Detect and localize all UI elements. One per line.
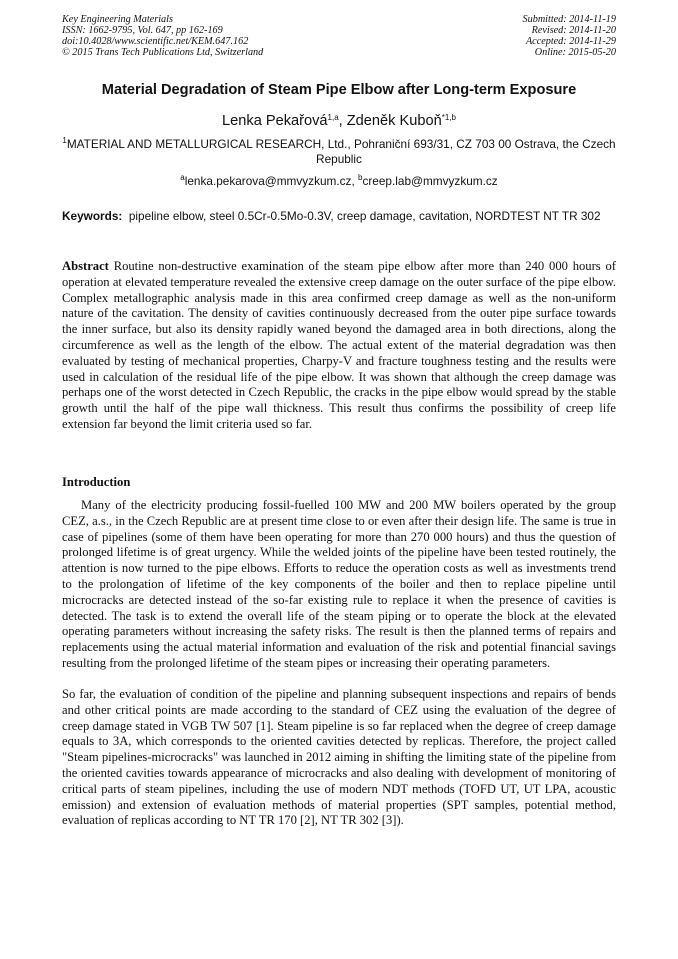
author-name: Lenka Pekařová	[222, 113, 328, 129]
author-list	[62, 113, 616, 129]
keywords-text: pipeline elbow, steel 0.5Cr-0.5Mo-0.3V, creep damage, cavitation, NORDTEST NT TR 302	[128, 209, 601, 223]
abstract-label: Abstract	[62, 259, 109, 273]
affiliation-mark: 1	[62, 136, 67, 145]
date-revised: Revised: 2014-11-20	[531, 25, 616, 36]
introduction-paragraph: Many of the electricity producing fossil-fuelled 100 MW and 200 MW boilers operated by the group CEZ, a.s., in the Czech Republic are at present time close to or even after their design life. The same is true in case of pipelines (some of them have been operating for more than 270 000 hours) and thus the question of prolonged lifetime is of great urgency. While the welded joints of the pipeline have been tested routinely, the attention is now turned to the pipe elbows. Efforts to reduce the operation costs as well as investments trend to the prolongation of lifetime of the key components of the boiler and then to replace pipeline until microcracks are detected instead of the so-far existing rule to replace it when the presence of cavities is detected. The task is to extend the overall life of the steam piping or to operate the block at the elevated operating parameters without increasing the safety risks. The result is then the planned terms of repairs and replacements using the actual material information and evaluation of the risk and potential financial savings resulting from the prolonged lifetime of the steam pipes or increasing their operating parameters.	[62, 498, 616, 670]
introduction-paragraph: So far, the evaluation of condition of the pipeline and planning subsequent inspections and repairs of bends and other critical points are made according to the standard of CEZ using the evaluation of the degree of creep damage stated in VGB TW 507 [1]. Steam pipeline is so far replaced when the degree of creep damage equals to 3A, which corresponds to the oriented cavities detected by replicas. Therefore, the project called "Steam pipelines-microcracks" was launched in 2012 aiming in shifting the limiting state of the pipeline from the oriented cavities towards appearance of microcracks and also dealing with development of monitoring of critical parts of steam pipelines, including the use of modern NDT methods (TOFD UT, UT LPA, acoustic emission) and extension of evaluation methods of material properties (SPT samples, potential method, evaluation of replicas according to NT TR 170 [2], NT TR 302 [3]).	[62, 687, 616, 828]
copyright: © 2015 Trans Tech Publications Ltd, Switzerland	[62, 47, 264, 58]
email-link[interactable]: creep.lab@mmvyzkum.cz	[362, 174, 498, 188]
issn-volume: ISSN: 1662-9795, Vol. 647, pp 162-169	[62, 25, 223, 36]
email-separator: ,	[351, 174, 359, 188]
author-affiliation-mark: *1,b	[441, 113, 456, 122]
abstract-text: Routine non-destructive examination of the steam pipe elbow after more than 240 000 hours of operation at elevated temperature revealed the extensive creep damage on the outer surface of the pipe elbow. Complex metallographic analysis made in this area confirmed creep damage as well as the non-uniform nature of the cavitation. The density of cavities continuously decreased from the outer pipe surface towards the inner surface, but also its density rapidly waned beyond the damaged area in both directions, along the circumference as well as the length of the elbow. The actual extent of the material degradation was then evaluated by testing of mechanical properties, Charpy-V and fracture toughness testing and the results were used in calculation of the residual life of the pipe elbow. It was shown that although the creep damage was perhaps one of the worst detected in Czech Republic, the cracks in the pipe elbow would spread by the stable growth until the half of the pipe wall thickness. This result thus confirms the possibility of creep life extension far beyond the limit criteria used so far.	[62, 259, 616, 431]
publication-dates	[523, 14, 616, 58]
section-heading-introduction: Introduction	[62, 475, 131, 489]
author-separator: ,	[338, 113, 347, 129]
email-mark: b	[358, 173, 363, 182]
email-mark: a	[180, 173, 185, 182]
journal-info	[62, 14, 263, 58]
paper-title: Material Degradation of Steam Pipe Elbow after Long-term Exposure	[101, 82, 577, 98]
keywords	[62, 209, 616, 224]
keywords-label: Keywords:	[62, 209, 123, 223]
affiliation-text: MATERIAL AND METALLURGICAL RESEARCH, Ltd., Pohraniční 693/31, CZ 703 00 Ostrava, the Czech Republic	[66, 137, 616, 166]
author-affiliation-mark: 1,a	[327, 113, 339, 122]
email-link[interactable]: lenka.pekarova@mmvyzkum.cz	[184, 174, 352, 188]
date-submitted: Submitted: 2014-11-19	[522, 14, 616, 25]
date-accepted: Accepted: 2014-11-29	[525, 36, 616, 47]
journal-name: Key Engineering Materials	[62, 14, 173, 25]
date-online: Online: 2015-05-20	[534, 47, 616, 58]
abstract	[62, 259, 616, 433]
affiliation	[62, 137, 616, 167]
author-emails	[62, 174, 616, 188]
doi: doi:10.4028/www.scientific.net/KEM.647.162	[62, 36, 249, 47]
author-name: Zdeněk Kuboň	[346, 113, 442, 129]
